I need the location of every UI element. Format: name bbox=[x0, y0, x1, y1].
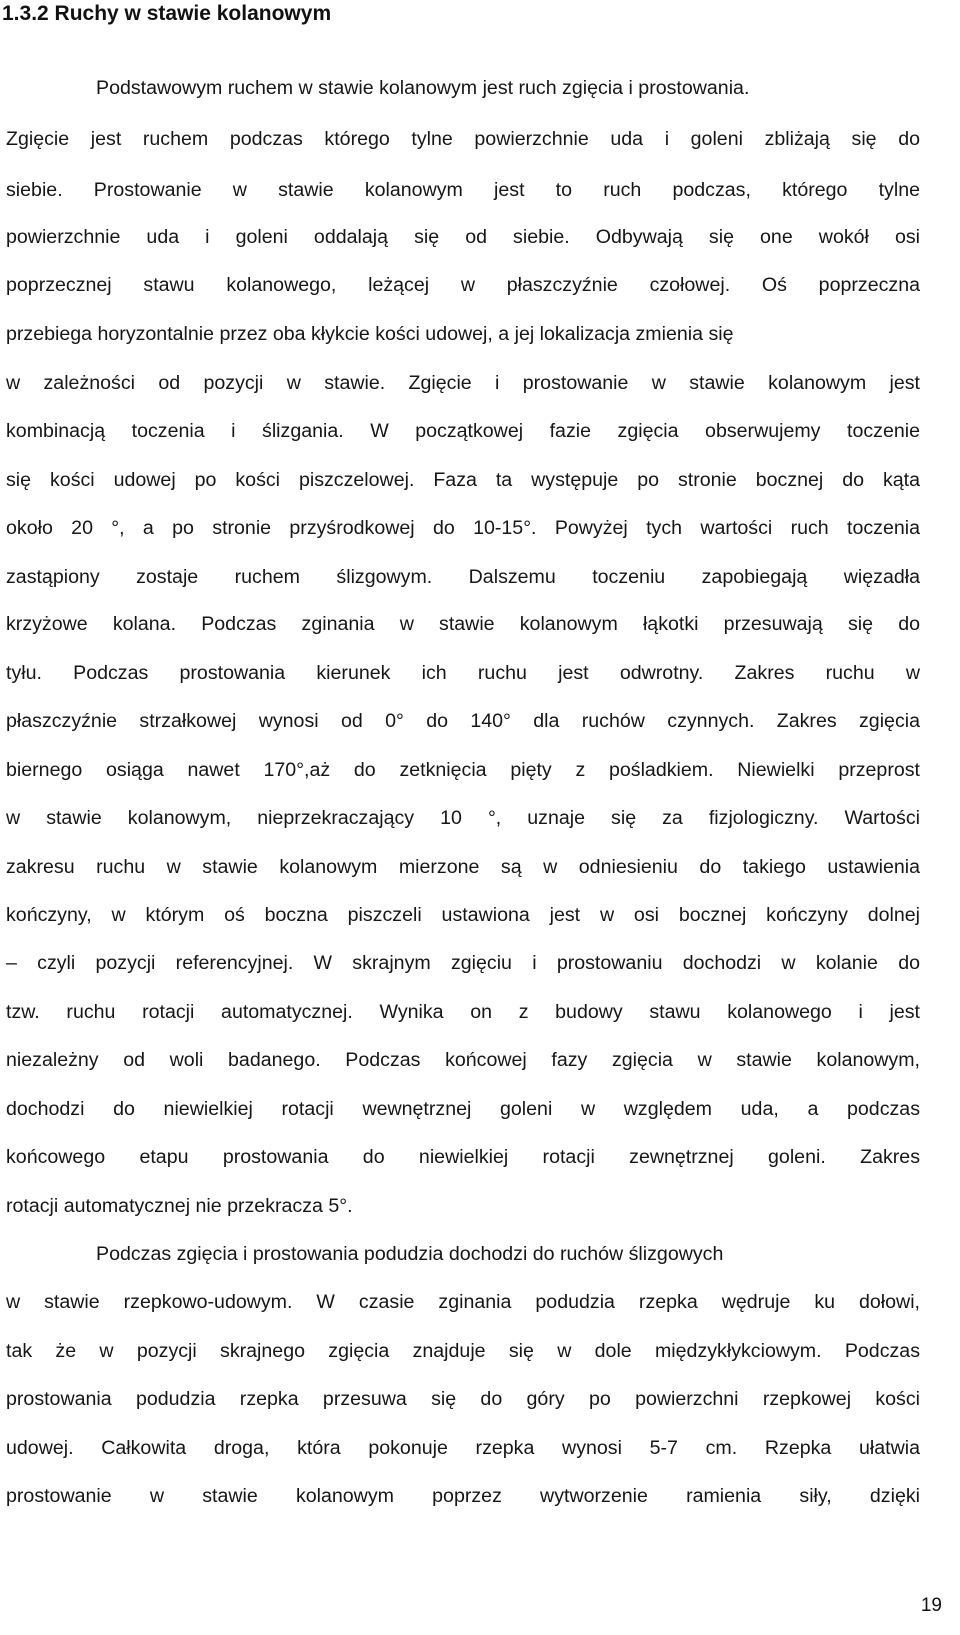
text-line: biernego osiąga nawet 170°,aż do zetknięcia pięty z pośladkiem. Niewielki przeprost bbox=[6, 759, 920, 781]
text-line: kombinacją toczenia i ślizgania. W początkowej fazie zgięcia obserwujemy toczenie bbox=[6, 420, 920, 442]
text-line: powierzchnie uda i goleni oddalają się od siebie. Odbywają się one wokół osi bbox=[6, 226, 920, 248]
text-line: krzyżowe kolana. Podczas zginania w stawie kolanowym łąkotki przesuwają się do bbox=[6, 613, 920, 635]
text-line: tak że w pozycji skrajnego zgięcia znajduje się w dole międzykłykciowym. Podczas bbox=[6, 1340, 920, 1362]
text-line: prostowania podudzia rzepka przesuwa się do góry po powierzchni rzepkowej kości bbox=[6, 1388, 920, 1410]
text-line: siebie. Prostowanie w stawie kolanowym jest to ruch podczas, którego tylne bbox=[6, 179, 920, 201]
page-number: 19 bbox=[920, 1595, 942, 1616]
text-line: udowej. Całkowita droga, która pokonuje rzepka wynosi 5-7 cm. Rzepka ułatwia bbox=[6, 1437, 920, 1459]
text-line: Zgięcie jest ruchem podczas którego tylne powierzchnie uda i goleni zbliżają się do bbox=[6, 128, 920, 150]
text-line: poprzecznej stawu kolanowego, leżącej w płaszczyźnie czołowej. Oś poprzeczna bbox=[6, 274, 920, 296]
text-line: kończyny, w którym oś boczna piszczeli ustawiona jest w osi bocznej kończyny dolnej bbox=[6, 904, 920, 926]
text-line: końcowego etapu prostowania do niewielkiej rotacji zewnętrznej goleni. Zakres bbox=[6, 1146, 920, 1168]
text-line: tyłu. Podczas prostowania kierunek ich ruchu jest odwrotny. Zakres ruchu w bbox=[6, 662, 920, 684]
text-line: w stawie rzepkowo-udowym. W czasie zginania podudzia rzepka wędruje ku dołowi, bbox=[6, 1291, 920, 1313]
text-line: rotacji automatycznej nie przekracza 5°. bbox=[6, 1195, 353, 1217]
text-line: zakresu ruchu w stawie kolanowym mierzone są w odniesieniu do takiego ustawienia bbox=[6, 856, 920, 878]
text-line: Podczas zgięcia i prostowania podudzia dochodzi do ruchów ślizgowych bbox=[96, 1243, 724, 1265]
text-line: w zależności od pozycji w stawie. Zgięcie i prostowanie w stawie kolanowym jest bbox=[6, 372, 920, 394]
text-line: w stawie kolanowym, nieprzekraczający 10 °, uznaje się za fizjologiczny. Wartości bbox=[6, 807, 920, 829]
text-line: się kości udowej po kości piszczelowej. Faza ta występuje po stronie bocznej do kąta bbox=[6, 469, 920, 491]
text-line: Podstawowym ruchem w stawie kolanowym jest ruch zgięcia i prostowania. bbox=[96, 77, 750, 99]
text-line: zastąpiony zostaje ruchem ślizgowym. Dalszemu toczeniu zapobiegają więzadła bbox=[6, 566, 920, 588]
section-heading: 1.3.2 Ruchy w stawie kolanowym bbox=[2, 2, 332, 25]
text-line: niezależny od woli badanego. Podczas końcowej fazy zgięcia w stawie kolanowym, bbox=[6, 1049, 920, 1071]
text-line: przebiega horyzontalnie przez oba kłykcie kości udowej, a jej lokalizacja zmienia się bbox=[6, 323, 734, 345]
text-line: około 20 °, a po stronie przyśrodkowej do 10-15°. Powyżej tych wartości ruch toczenia bbox=[6, 517, 920, 539]
text-line: prostowanie w stawie kolanowym poprzez wytworzenie ramienia siły, dzięki bbox=[6, 1485, 920, 1507]
text-line: – czyli pozycji referencyjnej. W skrajnym zgięciu i prostowaniu dochodzi w kolanie do bbox=[6, 952, 920, 974]
text-line: tzw. ruchu rotacji automatycznej. Wynika on z budowy stawu kolanowego i jest bbox=[6, 1001, 920, 1023]
text-line: dochodzi do niewielkiej rotacji wewnętrznej goleni w względem uda, a podczas bbox=[6, 1098, 920, 1120]
text-line: płaszczyźnie strzałkowej wynosi od 0° do 140° dla ruchów czynnych. Zakres zgięcia bbox=[6, 710, 920, 732]
